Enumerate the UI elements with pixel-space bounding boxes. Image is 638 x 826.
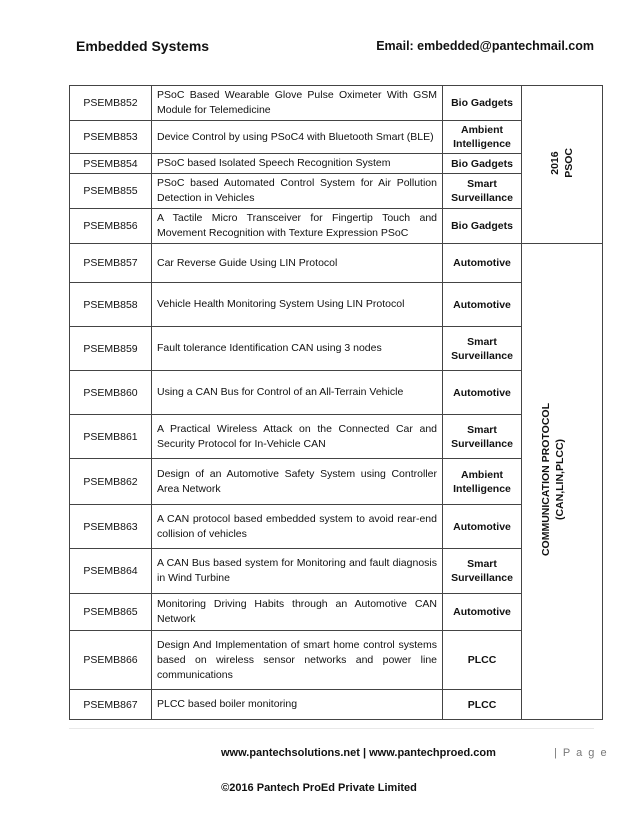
group-label-protocol <box>522 244 603 720</box>
projects-table <box>69 85 603 720</box>
footer-page-label: | P a g e <box>554 747 609 759</box>
project-category: Bio Gadgets <box>443 154 522 174</box>
project-category: Smart Surveillance <box>443 549 522 594</box>
header-title: Embedded Systems <box>76 38 210 54</box>
group-label-line1: 2016 <box>549 151 561 175</box>
header-email: Email: embedded@pantechmail.com <box>376 39 594 53</box>
project-code: PSEMB861 <box>70 415 152 459</box>
group-label-text <box>539 403 585 556</box>
project-title: PSoC based Automated Control System for Air Pollution Detection in Vehicles <box>152 174 443 209</box>
project-category: Automotive <box>443 594 522 631</box>
project-code: PSEMB852 <box>70 86 152 121</box>
project-code: PSEMB865 <box>70 594 152 631</box>
project-code: PSEMB859 <box>70 327 152 371</box>
page-header <box>76 38 594 58</box>
footer-copyright: ©2016 Pantech ProEd Private Limited <box>221 782 417 794</box>
project-category: Ambient Intelligence <box>443 459 522 505</box>
group-label-text <box>548 148 576 178</box>
project-code: PSEMB863 <box>70 505 152 549</box>
project-code: PSEMB867 <box>70 690 152 720</box>
project-title: A Practical Wireless Attack on the Connected Car and Security Protocol for In-Vehicle CAN <box>152 415 443 459</box>
project-title: A CAN protocol based embedded system to avoid rear-end collision of vehicles <box>152 505 443 549</box>
project-code: PSEMB853 <box>70 121 152 154</box>
group-label-line2: (CAN,LIN,PLCC) <box>554 439 566 521</box>
project-category: Smart Surveillance <box>443 415 522 459</box>
project-code: PSEMB855 <box>70 174 152 209</box>
project-code: PSEMB860 <box>70 371 152 415</box>
project-code: PSEMB858 <box>70 283 152 327</box>
project-code: PSEMB864 <box>70 549 152 594</box>
project-category: Automotive <box>443 283 522 327</box>
project-category: Smart Surveillance <box>443 174 522 209</box>
project-category: Smart Surveillance <box>443 327 522 371</box>
group-label-line2: PSOC <box>563 148 575 178</box>
table-row <box>70 244 603 283</box>
project-code: PSEMB856 <box>70 209 152 244</box>
project-title: Device Control by using PSoC4 with Bluetooth Smart (BLE) <box>152 121 443 154</box>
project-code: PSEMB866 <box>70 631 152 690</box>
project-title: PSoC based Isolated Speech Recognition System <box>152 154 443 174</box>
project-category: Bio Gadgets <box>443 209 522 244</box>
project-title: A Tactile Micro Transceiver for Fingertip Touch and Movement Recognition with Texture Expression PSoC <box>152 209 443 244</box>
project-category: Ambient Intelligence <box>443 121 522 154</box>
footer-links: www.pantechsolutions.net | www.pantechproed.com <box>221 747 496 759</box>
project-category: Automotive <box>443 244 522 283</box>
project-title: Vehicle Health Monitoring System Using LIN Protocol <box>152 283 443 327</box>
group-label-line1: COMMUNICATION PROTOCOL <box>540 403 552 557</box>
project-code: PSEMB862 <box>70 459 152 505</box>
project-category: Automotive <box>443 371 522 415</box>
project-title: PSoC Based Wearable Glove Pulse Oximeter With GSM Module for Telemedicine <box>152 86 443 121</box>
project-title: Design And Implementation of smart home control systems based on wireless sensor networks and power line communications <box>152 631 443 690</box>
project-title: A CAN Bus based system for Monitoring and fault diagnosis in Wind Turbine <box>152 549 443 594</box>
project-title: Car Reverse Guide Using LIN Protocol <box>152 244 443 283</box>
footer-divider <box>69 728 594 729</box>
project-title: Using a CAN Bus for Control of an All-Terrain Vehicle <box>152 371 443 415</box>
project-category: PLCC <box>443 631 522 690</box>
project-title: Design of an Automotive Safety System using Controller Area Network <box>152 459 443 505</box>
project-title: Monitoring Driving Habits through an Automotive CAN Network <box>152 594 443 631</box>
project-title: PLCC based boiler monitoring <box>152 690 443 720</box>
project-category: Bio Gadgets <box>443 86 522 121</box>
project-title: Fault tolerance Identification CAN using 3 nodes <box>152 327 443 371</box>
project-code: PSEMB854 <box>70 154 152 174</box>
table-row <box>70 86 603 121</box>
project-code: PSEMB857 <box>70 244 152 283</box>
project-category: Automotive <box>443 505 522 549</box>
group-label-psoc <box>522 86 603 244</box>
project-category: PLCC <box>443 690 522 720</box>
